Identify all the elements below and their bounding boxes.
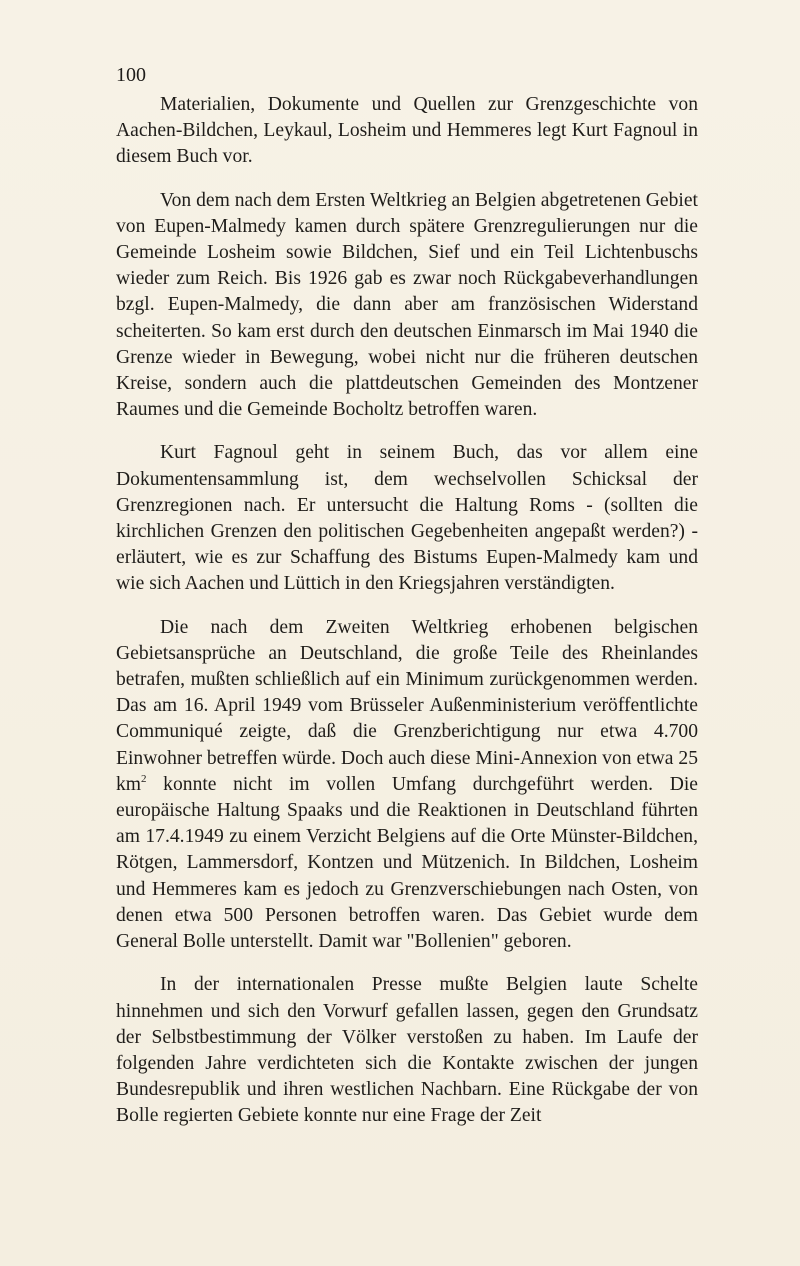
- paragraph-4-part-2: konnte nicht im vollen Umfang durchgeführt werden. Die europäische Haltung Spaaks und die Reaktionen in Deutschland führten am 17.4.1949 zu einem Verzicht Belgiens auf die Orte Münster-Bildchen, Rötgen, Lammersdorf, Kontzen und Mützenich. In Bildchen, Losheim und Hemmeres kam es jedoch zu Grenzverschiebungen nach Osten, von denen etwa 500 Personen betroffen waren. Das Gebiet wurde dem General Bolle unterstellt. Damit war "Bollenien" geboren.: [116, 773, 698, 953]
- paragraph-3: Kurt Fagnoul geht in seinem Buch, das vor allem eine Dokumentensammlung ist, dem wechselvollen Schicksal der Grenzregionen nach. Er untersucht die Haltung Roms - (sollten die kirchlichen Grenzen den politischen Gegebenheiten angepaßt werden?) - erläutert, wie es zur Schaffung des Bistums Eupen-Malmedy kam und wie sich Aachen und Lüttich in den Kriegsjahren verständigten.: [116, 442, 698, 595]
- paragraph-4: [116, 615, 698, 956]
- body-text: [116, 92, 698, 1147]
- paragraph-1: Materialien, Dokumente und Quellen zur Grenzgeschichte von Aachen-Bildchen, Leykaul, Losheim und Hemmeres legt Kurt Fagnoul in diesem Buch vor.: [116, 94, 698, 168]
- page-number: 100: [116, 64, 146, 86]
- squared-superscript: 2: [141, 772, 147, 785]
- paragraph-5: In der internationalen Presse mußte Belgien laute Schelte hinnehmen und sich den Vorwurf gefallen lassen, gegen den Grundsatz der Selbstbestimmung der Völker verstoßen zu haben. Im Laufe der folgenden Jahre verdichteten sich die Kontakte zwischen der jungen Bundesrepublik und ihren westlichen Nachbarn. Eine Rückgabe der von Bolle regierten Gebiete konnte nur eine Frage der Zeit: [116, 974, 698, 1127]
- paragraph-4-part-1: Die nach dem Zweiten Weltkrieg erhobenen belgischen Gebietsansprüche an Deutschland, die große Teile des Rheinlandes betrafen, mußten schließlich auf ein Minimum zurückgenommen werden. Das am 16. April 1949 vom Brüsseler Außenministerium veröffentlichte Communiqué zeigte, daß die Grenzberichtigung nur etwa 4.700 Einwohner betreffen würde. Doch auch diese Mini-Annexion von etwa 25 km: [116, 616, 698, 795]
- paragraph-2: Von dem nach dem Ersten Weltkrieg an Belgien abgetretenen Gebiet von Eupen-Malmedy kamen durch spätere Grenzregulierungen nur die Gemeinde Losheim sowie Bildchen, Sief und ein Teil Lichtenbuschs wieder zum Reich. Bis 1926 gab es zwar noch Rückgabeverhandlungen bzgl. Eupen-Malmedy, die dann aber am französischen Widerstand scheiterten. So kam erst durch den deutschen Einmarsch im Mai 1940 die Grenze wieder in Bewegung, wobei nicht nur die früheren deutschen Kreise, sondern auch die plattdeutschen Gemeinden des Montzener Raumes und die Gemeinde Bocholtz betroffen waren.: [116, 189, 698, 421]
